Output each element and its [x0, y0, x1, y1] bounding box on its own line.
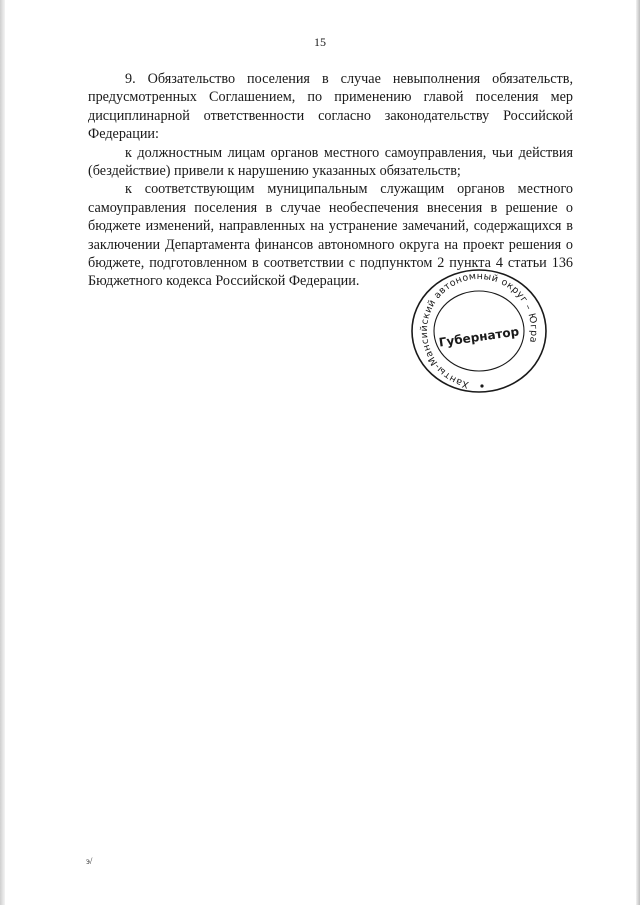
governor-seal	[404, 269, 554, 397]
scan-edge-right	[636, 0, 640, 905]
document-body	[88, 70, 573, 291]
paragraph-obligation: 9. Обязательство поселения в случае невыполнения обязательств, предусмотренных Соглашением, по применению главой поселения мер дисциплинарной ответственности согласно законодательству Российской Федерации:	[88, 71, 573, 143]
seal-ring-text: Ханты-Мансийский автономный округ – Югра	[418, 270, 540, 390]
governor-seal-graphic	[404, 269, 554, 397]
footer-mark: э/	[86, 856, 93, 866]
page-number: 15	[314, 35, 326, 49]
scan-edge-left	[0, 0, 5, 905]
seal-center-text: Губернатор	[438, 324, 520, 350]
paragraph-officials: к должностным лицам органов местного самоуправления, чьи действия (бездействие) привели к нарушению указанных обязательств;	[88, 144, 573, 180]
paragraph-municipal-servants: к соответствующим муниципальным служащим органов местного самоуправления поселения в случае необеспечения внесения в решение о бюджете изменений, направленных на устранение замечаний, содержащихся в заключении Департамента финансов автономного округа на проект решения о бюджете, подготовленном в соответствии с подпунктом 2 пункта 4 статьи 136 Бюджетного кодекса Российской Федерации.	[88, 181, 573, 290]
seal-dot	[480, 384, 483, 387]
